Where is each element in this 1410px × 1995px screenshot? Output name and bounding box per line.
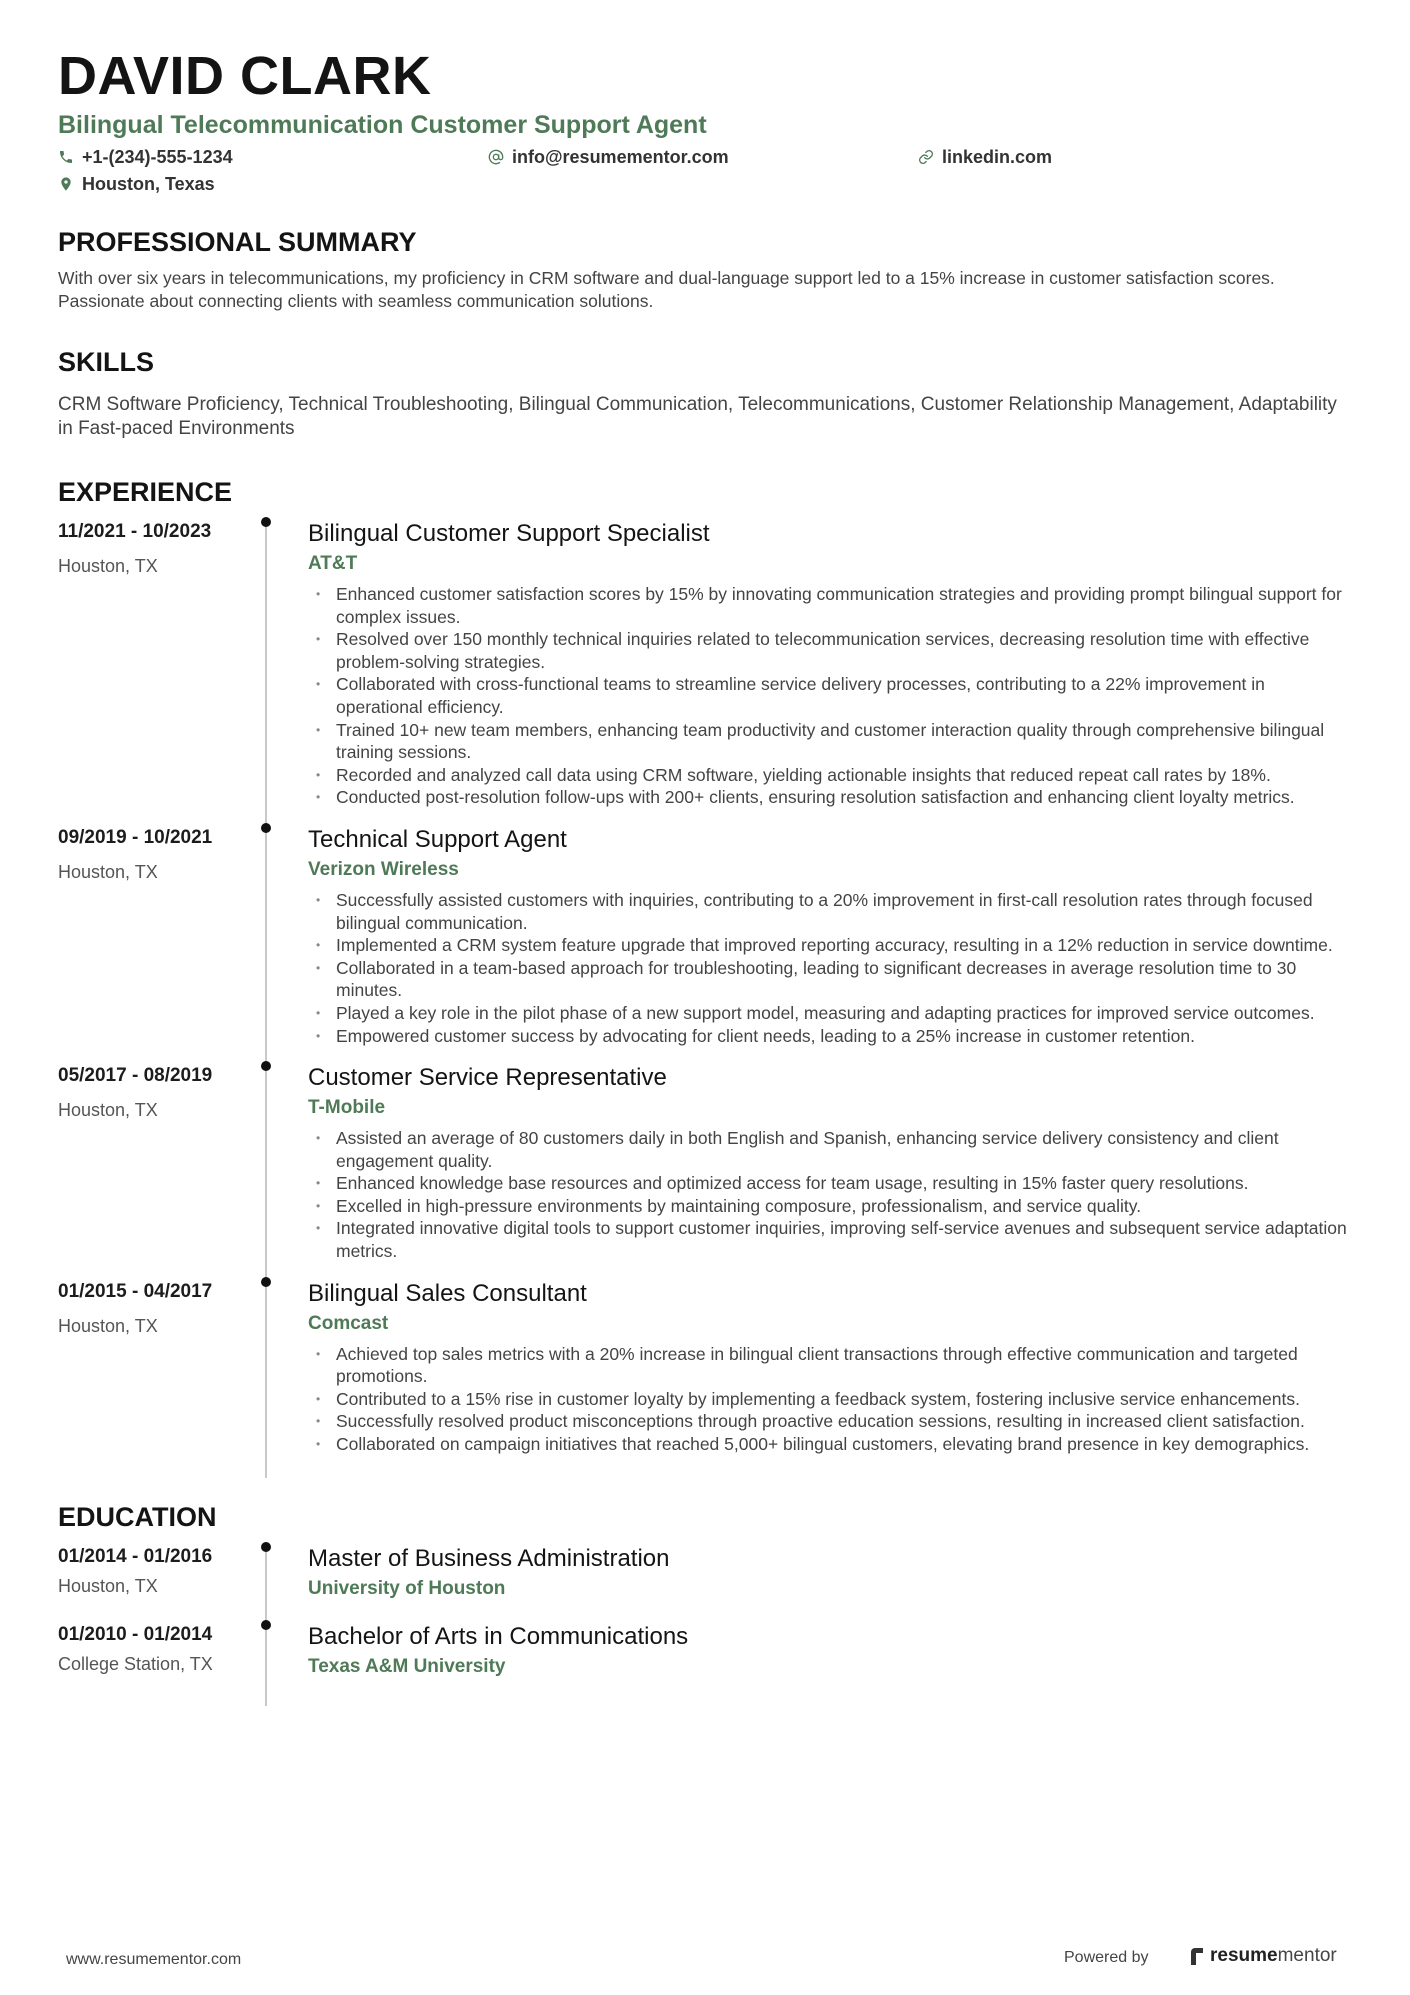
achievement-list	[308, 889, 1352, 1047]
phone-icon	[58, 149, 74, 165]
contact-location	[58, 173, 488, 195]
achievement-item: • Achieved top sales metrics with a 20% increase in bilingual client transactions through effective communication and targeted promotions.	[308, 1343, 1352, 1388]
entry-meta	[58, 1061, 258, 1277]
experience-entry	[58, 517, 1352, 823]
entry-location: Houston, TX	[58, 556, 158, 576]
education-timeline	[58, 1542, 1352, 1698]
achievement-item: • Integrated innovative digital tools to support customer inquiries, improving self-service avenues and subsequent service adaptation metrics.	[308, 1217, 1352, 1262]
entry-dates: 01/2015 - 04/2017	[58, 1280, 213, 1302]
experience-entry	[58, 1277, 1352, 1470]
timeline-dot	[261, 1620, 271, 1630]
job-title: Customer Service Representative	[308, 1064, 667, 1092]
entry-meta	[58, 1277, 258, 1470]
timeline-rail	[258, 823, 308, 1061]
company-name: Verizon Wireless	[308, 858, 459, 880]
location-text: Houston, Texas	[82, 174, 215, 194]
achievement-item: • Implemented a CRM system feature upgrade that improved reporting accuracy, resulting in a 12% reduction in service downtime.	[308, 934, 1352, 957]
education-entry	[58, 1542, 1352, 1620]
brand-light-text: mentor	[1277, 1945, 1337, 1966]
powered-by-label: Powered by	[1064, 1949, 1149, 1966]
timeline-line	[265, 1550, 267, 1628]
entry-dates: 11/2021 - 10/2023	[58, 521, 212, 542]
resumementor-logo-icon	[1188, 1946, 1206, 1966]
company-name: Comcast	[308, 1312, 389, 1334]
skills-text: CRM Software Proficiency, Technical Troubleshooting, Bilingual Communication, Telecommunications, Customer Relationship Management, Adaptability in Fast-paced Environments	[58, 394, 1337, 439]
entry-content	[308, 517, 1352, 823]
page-footer	[0, 1905, 1410, 1995]
entry-location: Houston, TX	[58, 1100, 158, 1121]
timeline-line	[265, 525, 267, 831]
timeline-rail	[258, 1620, 308, 1698]
entry-content	[308, 1277, 1352, 1470]
entry-dates: 01/2010 - 01/2014	[58, 1623, 213, 1645]
link-icon	[918, 149, 934, 165]
professional-summary-section	[58, 225, 1352, 313]
linkedin-text[interactable]: linkedin.com	[942, 147, 1053, 167]
timeline-rail	[258, 1277, 308, 1470]
contact-linkedin[interactable]	[918, 146, 1218, 168]
timeline-line	[265, 1628, 267, 1706]
achievement-list	[308, 583, 1352, 809]
achievement-item: • Collaborated in a team-based approach for troubleshooting, leading to significant decreases in average resolution time to 30 minutes.	[308, 957, 1352, 1002]
achievement-item: • Enhanced customer satisfaction scores by 15% by innovating communication strategies and providing prompt bilingual support for complex issues.	[308, 583, 1352, 628]
timeline-dot	[261, 1277, 271, 1287]
entry-content	[308, 1542, 1352, 1620]
candidate-name: DAVID CLARK	[58, 46, 432, 106]
education-section	[58, 1500, 1352, 1698]
entry-content	[308, 1620, 1352, 1698]
entry-location: College Station, TX	[58, 1653, 213, 1674]
entry-content	[308, 1061, 1352, 1277]
school-name: Texas A&M University	[308, 1655, 506, 1677]
brand-bold-text: resume	[1210, 1945, 1278, 1966]
entry-location: Houston, TX	[58, 1575, 158, 1596]
achievement-item: • Successfully resolved product misconceptions through proactive education sessions, resulting in increased client satisfaction.	[308, 1410, 1352, 1433]
timeline-dot	[261, 823, 271, 833]
school-name: University of Houston	[308, 1577, 506, 1599]
job-title: Bilingual Sales Consultant	[308, 1279, 587, 1307]
skills-heading: SKILLS	[58, 347, 155, 377]
candidate-role: Bilingual Telecommunication Customer Support Agent	[58, 111, 707, 139]
timeline-line	[265, 1285, 267, 1478]
timeline-dot	[261, 1542, 271, 1552]
contact-phone	[58, 146, 488, 168]
achievement-item: • Empowered customer success by advocating for client needs, leading to a 25% increase in customer retention.	[308, 1025, 1352, 1048]
entry-location: Houston, TX	[58, 1315, 158, 1336]
company-name: T-Mobile	[308, 1097, 386, 1119]
entry-meta	[58, 1542, 258, 1620]
timeline-rail	[258, 1061, 308, 1277]
entry-location: Houston, TX	[58, 861, 158, 882]
contact-info	[58, 146, 1352, 195]
experience-entry	[58, 1061, 1352, 1277]
achievement-list	[308, 1343, 1352, 1456]
skills-section	[58, 345, 1352, 441]
footer-site-link[interactable]: www.resumementor.com	[66, 1951, 242, 1968]
achievement-list	[308, 1127, 1352, 1263]
job-title: Bilingual Customer Support Specialist	[308, 520, 710, 547]
achievement-item: • Assisted an average of 80 customers daily in both English and Spanish, enhancing service delivery consistency and client engagement quality.	[308, 1127, 1352, 1172]
timeline-dot	[261, 517, 271, 527]
achievement-item: • Successfully assisted customers with inquiries, contributing to a 20% improvement in first-call resolution rates through focused bilingual communication.	[308, 889, 1352, 934]
timeline-rail	[258, 1542, 308, 1620]
achievement-item: • Conducted post-resolution follow-ups with 200+ clients, ensuring resolution satisfaction and enhancing client loyalty metrics.	[308, 786, 1352, 809]
email-text[interactable]: info@resumementor.com	[512, 147, 729, 167]
experience-entry	[58, 823, 1352, 1061]
achievement-item: • Played a key role in the pilot phase of a new support model, measuring and adapting practices for improved service outcomes.	[308, 1002, 1352, 1025]
achievement-item: • Resolved over 150 monthly technical inquiries related to telecommunication services, decreasing resolution time with effective problem-solving strategies.	[308, 628, 1352, 673]
entry-dates: 01/2014 - 01/2016	[58, 1545, 213, 1567]
education-heading: EDUCATION	[58, 1501, 217, 1532]
brand-logo[interactable]	[1188, 1945, 1337, 1967]
achievement-item: • Enhanced knowledge base resources and optimized access for team usage, resulting in 15% faster query resolutions.	[308, 1172, 1352, 1195]
degree-title: Master of Business Administration	[308, 1544, 670, 1572]
entry-meta	[58, 823, 258, 1061]
timeline-line	[265, 1069, 267, 1285]
summary-text: With over six years in telecommunications, my proficiency in CRM software and dual-language support led to a 15% increase in customer satisfaction scores. Passionate about connecting clients with seamless communication solutions.	[58, 268, 1275, 311]
phone-text: +1-(234)-555-1234	[82, 147, 233, 167]
experience-heading: EXPERIENCE	[58, 477, 233, 507]
summary-heading: PROFESSIONAL SUMMARY	[58, 227, 417, 257]
job-title: Technical Support Agent	[308, 825, 567, 853]
entry-dates: 05/2017 - 08/2019	[58, 1065, 213, 1087]
entry-dates: 09/2019 - 10/2021	[58, 826, 213, 848]
achievement-item: • Contributed to a 15% rise in customer loyalty by implementing a feedback system, fostering inclusive service enhancements.	[308, 1388, 1352, 1411]
achievement-item: • Collaborated on campaign initiatives that reached 5,000+ bilingual customers, elevating brand presence in key demographics.	[308, 1433, 1352, 1456]
entry-meta	[58, 517, 258, 823]
achievement-item: • Trained 10+ new team members, enhancing team productivity and customer interaction quality through comprehensive bilingual training sessions.	[308, 719, 1352, 764]
education-entry	[58, 1620, 1352, 1698]
timeline-rail	[258, 517, 308, 823]
achievement-item: • Excelled in high-pressure environments by maintaining composure, professionalism, and service quality.	[308, 1195, 1352, 1218]
experience-timeline	[58, 517, 1352, 1470]
achievement-item: • Collaborated with cross-functional teams to streamline service delivery processes, contributing to a 22% improvement in operational efficiency.	[308, 673, 1352, 718]
timeline-line	[265, 831, 267, 1069]
location-pin-icon	[58, 176, 74, 192]
timeline-dot	[261, 1061, 271, 1071]
at-sign-icon	[488, 149, 504, 165]
achievement-item: • Recorded and analyzed call data using CRM software, yielding actionable insights that reduced repeat call rates by 18%.	[308, 764, 1352, 787]
contact-email[interactable]	[488, 146, 918, 168]
company-name: AT&T	[308, 553, 358, 574]
experience-section	[58, 475, 1352, 1470]
degree-title: Bachelor of Arts in Communications	[308, 1622, 689, 1650]
entry-meta	[58, 1620, 258, 1698]
entry-content	[308, 823, 1352, 1061]
